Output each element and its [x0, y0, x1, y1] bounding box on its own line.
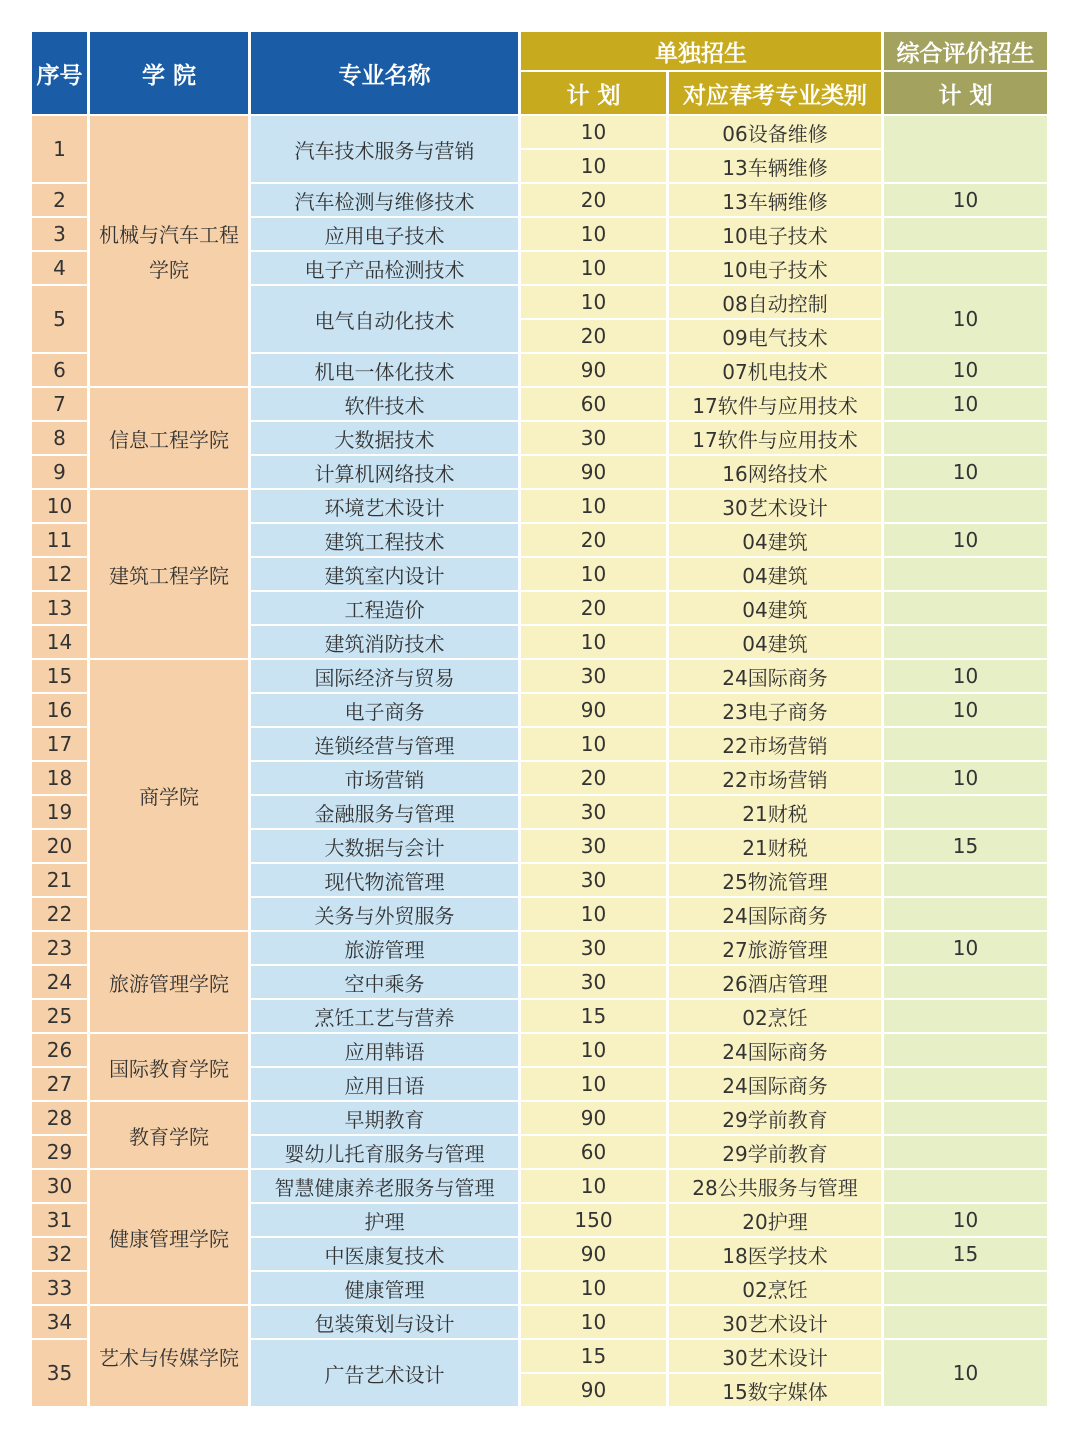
comprehensive-plan-cell [884, 1306, 1050, 1340]
seq-cell: 33 [32, 1272, 90, 1306]
category-cell: 30艺术设计 [669, 490, 884, 524]
major-name-cell: 应用韩语 [251, 1034, 521, 1068]
college-name-line: 教育学院 [129, 1124, 209, 1149]
table-row [32, 1306, 1050, 1340]
major-name-cell: 电气自动化技术 [251, 286, 521, 354]
plan-cell: 60 [521, 388, 669, 422]
plan-cell: 90 [521, 354, 669, 388]
plan-cell: 20 [521, 184, 669, 218]
header-major: 专业名称 [251, 32, 521, 116]
major-name-cell: 大数据技术 [251, 422, 521, 456]
college-cell [90, 490, 251, 660]
comprehensive-plan-cell [884, 864, 1050, 898]
seq-cell: 15 [32, 660, 90, 694]
plan-cell: 15 [521, 1000, 669, 1034]
comprehensive-plan-cell [884, 966, 1050, 1000]
header-separate-enrollment: 单独招生 [521, 32, 884, 72]
major-name-cell: 建筑消防技术 [251, 626, 521, 660]
college-cell [90, 388, 251, 490]
major-name-cell: 烹饪工艺与营养 [251, 1000, 521, 1034]
category-cell: 08自动控制 [669, 286, 884, 320]
category-cell: 26酒店管理 [669, 966, 884, 1000]
major-name-cell: 婴幼儿托育服务与管理 [251, 1136, 521, 1170]
table-row [32, 660, 1050, 694]
major-name-cell: 机电一体化技术 [251, 354, 521, 388]
header-plan-comprehensive: 计 划 [884, 72, 1050, 116]
college-name-line: 学院 [149, 258, 189, 282]
major-name-cell: 金融服务与管理 [251, 796, 521, 830]
category-cell: 02烹饪 [669, 1000, 884, 1034]
header-comprehensive-enrollment: 综合评价招生 [884, 32, 1050, 72]
comprehensive-plan-cell: 10 [884, 932, 1050, 966]
college-cell [90, 1102, 251, 1170]
college-name-line: 信息工程学院 [109, 427, 229, 452]
comprehensive-plan-cell: 10 [884, 1204, 1050, 1238]
comprehensive-plan-cell: 10 [884, 184, 1050, 218]
seq-cell: 22 [32, 898, 90, 932]
major-name-cell: 包装策划与设计 [251, 1306, 521, 1340]
seq-cell: 16 [32, 694, 90, 728]
category-cell: 17软件与应用技术 [669, 388, 884, 422]
header-college: 学 院 [90, 32, 251, 116]
plan-cell: 10 [521, 218, 669, 252]
plan-cell: 10 [521, 558, 669, 592]
table-row [32, 1170, 1050, 1204]
enrollment-table [32, 32, 1050, 1408]
plan-cell: 30 [521, 796, 669, 830]
major-name-cell: 应用电子技术 [251, 218, 521, 252]
category-cell: 29学前教育 [669, 1102, 884, 1136]
major-name-cell: 汽车检测与维修技术 [251, 184, 521, 218]
college-cell [90, 660, 251, 932]
comprehensive-plan-cell: 10 [884, 660, 1050, 694]
comprehensive-plan-cell [884, 1000, 1050, 1034]
major-name-cell: 应用日语 [251, 1068, 521, 1102]
college-name-line: 艺术与传媒学院 [99, 1345, 239, 1370]
category-cell: 30艺术设计 [669, 1340, 884, 1374]
seq-cell: 4 [32, 252, 90, 286]
plan-cell: 90 [521, 1102, 669, 1136]
table-body [32, 116, 1050, 1408]
major-name-cell: 国际经济与贸易 [251, 660, 521, 694]
college-cell [90, 1306, 251, 1408]
seq-cell: 28 [32, 1102, 90, 1136]
seq-cell: 14 [32, 626, 90, 660]
plan-cell: 60 [521, 1136, 669, 1170]
major-name-cell: 大数据与会计 [251, 830, 521, 864]
seq-cell: 25 [32, 1000, 90, 1034]
table-row [32, 1102, 1050, 1136]
plan-cell: 10 [521, 286, 669, 320]
plan-cell: 150 [521, 1204, 669, 1238]
comprehensive-plan-cell: 10 [884, 286, 1050, 354]
major-name-cell: 建筑室内设计 [251, 558, 521, 592]
table-row [32, 490, 1050, 524]
comprehensive-plan-cell: 10 [884, 388, 1050, 422]
comprehensive-plan-cell [884, 626, 1050, 660]
major-name-cell: 早期教育 [251, 1102, 521, 1136]
comprehensive-plan-cell: 10 [884, 762, 1050, 796]
plan-cell: 10 [521, 1034, 669, 1068]
seq-cell: 10 [32, 490, 90, 524]
plan-cell: 30 [521, 422, 669, 456]
header-plan: 计 划 [521, 72, 669, 116]
comprehensive-plan-cell: 10 [884, 354, 1050, 388]
comprehensive-plan-cell [884, 1272, 1050, 1306]
category-cell: 21财税 [669, 830, 884, 864]
major-name-cell: 旅游管理 [251, 932, 521, 966]
plan-cell: 10 [521, 1068, 669, 1102]
major-name-cell: 环境艺术设计 [251, 490, 521, 524]
seq-cell: 11 [32, 524, 90, 558]
header-seq: 序号 [32, 32, 90, 116]
table-row [32, 116, 1050, 150]
major-name-cell: 关务与外贸服务 [251, 898, 521, 932]
college-name-line: 健康管理学院 [109, 1226, 229, 1251]
plan-cell: 90 [521, 456, 669, 490]
comprehensive-plan-cell [884, 252, 1050, 286]
seq-cell: 26 [32, 1034, 90, 1068]
comprehensive-plan-cell [884, 490, 1050, 524]
seq-cell: 19 [32, 796, 90, 830]
comprehensive-plan-cell: 15 [884, 830, 1050, 864]
category-cell: 30艺术设计 [669, 1306, 884, 1340]
plan-cell: 30 [521, 932, 669, 966]
table-row [32, 388, 1050, 422]
plan-cell: 10 [521, 626, 669, 660]
comprehensive-plan-cell: 10 [884, 1340, 1050, 1408]
college-name-line: 建筑工程学院 [109, 563, 229, 588]
category-cell: 10电子技术 [669, 252, 884, 286]
category-cell: 17软件与应用技术 [669, 422, 884, 456]
comprehensive-plan-cell [884, 1136, 1050, 1170]
comprehensive-plan-cell [884, 796, 1050, 830]
category-cell: 28公共服务与管理 [669, 1170, 884, 1204]
table-row [32, 932, 1050, 966]
seq-cell: 29 [32, 1136, 90, 1170]
plan-cell: 20 [521, 320, 669, 354]
header-category: 对应春考专业类别 [669, 72, 884, 116]
seq-cell: 8 [32, 422, 90, 456]
plan-cell: 10 [521, 490, 669, 524]
comprehensive-plan-cell [884, 116, 1050, 184]
category-cell: 29学前教育 [669, 1136, 884, 1170]
category-cell: 02烹饪 [669, 1272, 884, 1306]
seq-cell: 3 [32, 218, 90, 252]
seq-cell: 31 [32, 1204, 90, 1238]
plan-cell: 10 [521, 116, 669, 150]
major-name-cell: 建筑工程技术 [251, 524, 521, 558]
plan-cell: 10 [521, 1170, 669, 1204]
category-cell: 24国际商务 [669, 1068, 884, 1102]
category-cell: 20护理 [669, 1204, 884, 1238]
category-cell: 07机电技术 [669, 354, 884, 388]
category-cell: 09电气技术 [669, 320, 884, 354]
category-cell: 13车辆维修 [669, 150, 884, 184]
seq-cell: 7 [32, 388, 90, 422]
comprehensive-plan-cell: 10 [884, 694, 1050, 728]
comprehensive-plan-cell: 10 [884, 524, 1050, 558]
college-name-line: 商学院 [139, 784, 199, 809]
major-name-cell: 连锁经营与管理 [251, 728, 521, 762]
category-cell: 24国际商务 [669, 660, 884, 694]
category-cell: 04建筑 [669, 558, 884, 592]
comprehensive-plan-cell [884, 422, 1050, 456]
seq-cell: 12 [32, 558, 90, 592]
seq-cell: 9 [32, 456, 90, 490]
seq-cell: 23 [32, 932, 90, 966]
major-name-cell: 护理 [251, 1204, 521, 1238]
comprehensive-plan-cell [884, 728, 1050, 762]
seq-cell: 30 [32, 1170, 90, 1204]
comprehensive-plan-cell [884, 898, 1050, 932]
plan-cell: 10 [521, 252, 669, 286]
comprehensive-plan-cell [884, 1170, 1050, 1204]
major-name-cell: 空中乘务 [251, 966, 521, 1000]
seq-cell: 6 [32, 354, 90, 388]
category-cell: 15数字媒体 [669, 1374, 884, 1408]
category-cell: 10电子技术 [669, 218, 884, 252]
major-name-cell: 现代物流管理 [251, 864, 521, 898]
plan-cell: 20 [521, 524, 669, 558]
seq-cell: 17 [32, 728, 90, 762]
comprehensive-plan-cell [884, 592, 1050, 626]
major-name-cell: 市场营销 [251, 762, 521, 796]
category-cell: 25物流管理 [669, 864, 884, 898]
major-name-cell: 广告艺术设计 [251, 1340, 521, 1408]
plan-cell: 10 [521, 728, 669, 762]
seq-cell: 13 [32, 592, 90, 626]
major-name-cell: 智慧健康养老服务与管理 [251, 1170, 521, 1204]
category-cell: 04建筑 [669, 626, 884, 660]
seq-cell: 18 [32, 762, 90, 796]
category-cell: 22市场营销 [669, 762, 884, 796]
category-cell: 18医学技术 [669, 1238, 884, 1272]
table-header [32, 32, 1050, 116]
comprehensive-plan-cell [884, 1068, 1050, 1102]
plan-cell: 90 [521, 694, 669, 728]
category-cell: 06设备维修 [669, 116, 884, 150]
college-cell [90, 1170, 251, 1306]
major-name-cell: 工程造价 [251, 592, 521, 626]
table-row [32, 1034, 1050, 1068]
major-name-cell: 电子商务 [251, 694, 521, 728]
plan-cell: 30 [521, 830, 669, 864]
category-cell: 04建筑 [669, 524, 884, 558]
college-name-line: 机械与汽车工程 [99, 223, 239, 247]
major-name-cell: 电子产品检测技术 [251, 252, 521, 286]
seq-cell: 32 [32, 1238, 90, 1272]
plan-cell: 20 [521, 762, 669, 796]
seq-cell: 21 [32, 864, 90, 898]
comprehensive-plan-cell [884, 1034, 1050, 1068]
plan-cell: 30 [521, 966, 669, 1000]
category-cell: 24国际商务 [669, 1034, 884, 1068]
seq-cell: 24 [32, 966, 90, 1000]
category-cell: 23电子商务 [669, 694, 884, 728]
major-name-cell: 中医康复技术 [251, 1238, 521, 1272]
seq-cell: 1 [32, 116, 90, 184]
major-name-cell: 软件技术 [251, 388, 521, 422]
category-cell: 13车辆维修 [669, 184, 884, 218]
plan-cell: 20 [521, 592, 669, 626]
plan-cell: 10 [521, 1306, 669, 1340]
seq-cell: 35 [32, 1340, 90, 1408]
category-cell: 24国际商务 [669, 898, 884, 932]
plan-cell: 30 [521, 864, 669, 898]
category-cell: 22市场营销 [669, 728, 884, 762]
college-cell [90, 1034, 251, 1102]
college-name-line: 国际教育学院 [109, 1056, 229, 1081]
seq-cell: 5 [32, 286, 90, 354]
plan-cell: 10 [521, 1272, 669, 1306]
comprehensive-plan-cell: 10 [884, 456, 1050, 490]
major-name-cell: 计算机网络技术 [251, 456, 521, 490]
seq-cell: 2 [32, 184, 90, 218]
comprehensive-plan-cell [884, 1102, 1050, 1136]
plan-cell: 90 [521, 1238, 669, 1272]
college-name-line: 旅游管理学院 [109, 971, 229, 996]
plan-cell: 90 [521, 1374, 669, 1408]
seq-cell: 27 [32, 1068, 90, 1102]
plan-cell: 10 [521, 898, 669, 932]
major-name-cell: 健康管理 [251, 1272, 521, 1306]
plan-cell: 15 [521, 1340, 669, 1374]
plan-cell: 30 [521, 660, 669, 694]
college-cell [90, 116, 251, 388]
comprehensive-plan-cell [884, 558, 1050, 592]
category-cell: 16网络技术 [669, 456, 884, 490]
comprehensive-plan-cell [884, 218, 1050, 252]
category-cell: 04建筑 [669, 592, 884, 626]
major-name-cell: 汽车技术服务与营销 [251, 116, 521, 184]
category-cell: 21财税 [669, 796, 884, 830]
comprehensive-plan-cell: 15 [884, 1238, 1050, 1272]
seq-cell: 20 [32, 830, 90, 864]
seq-cell: 34 [32, 1306, 90, 1340]
plan-cell: 10 [521, 150, 669, 184]
category-cell: 27旅游管理 [669, 932, 884, 966]
college-cell [90, 932, 251, 1034]
